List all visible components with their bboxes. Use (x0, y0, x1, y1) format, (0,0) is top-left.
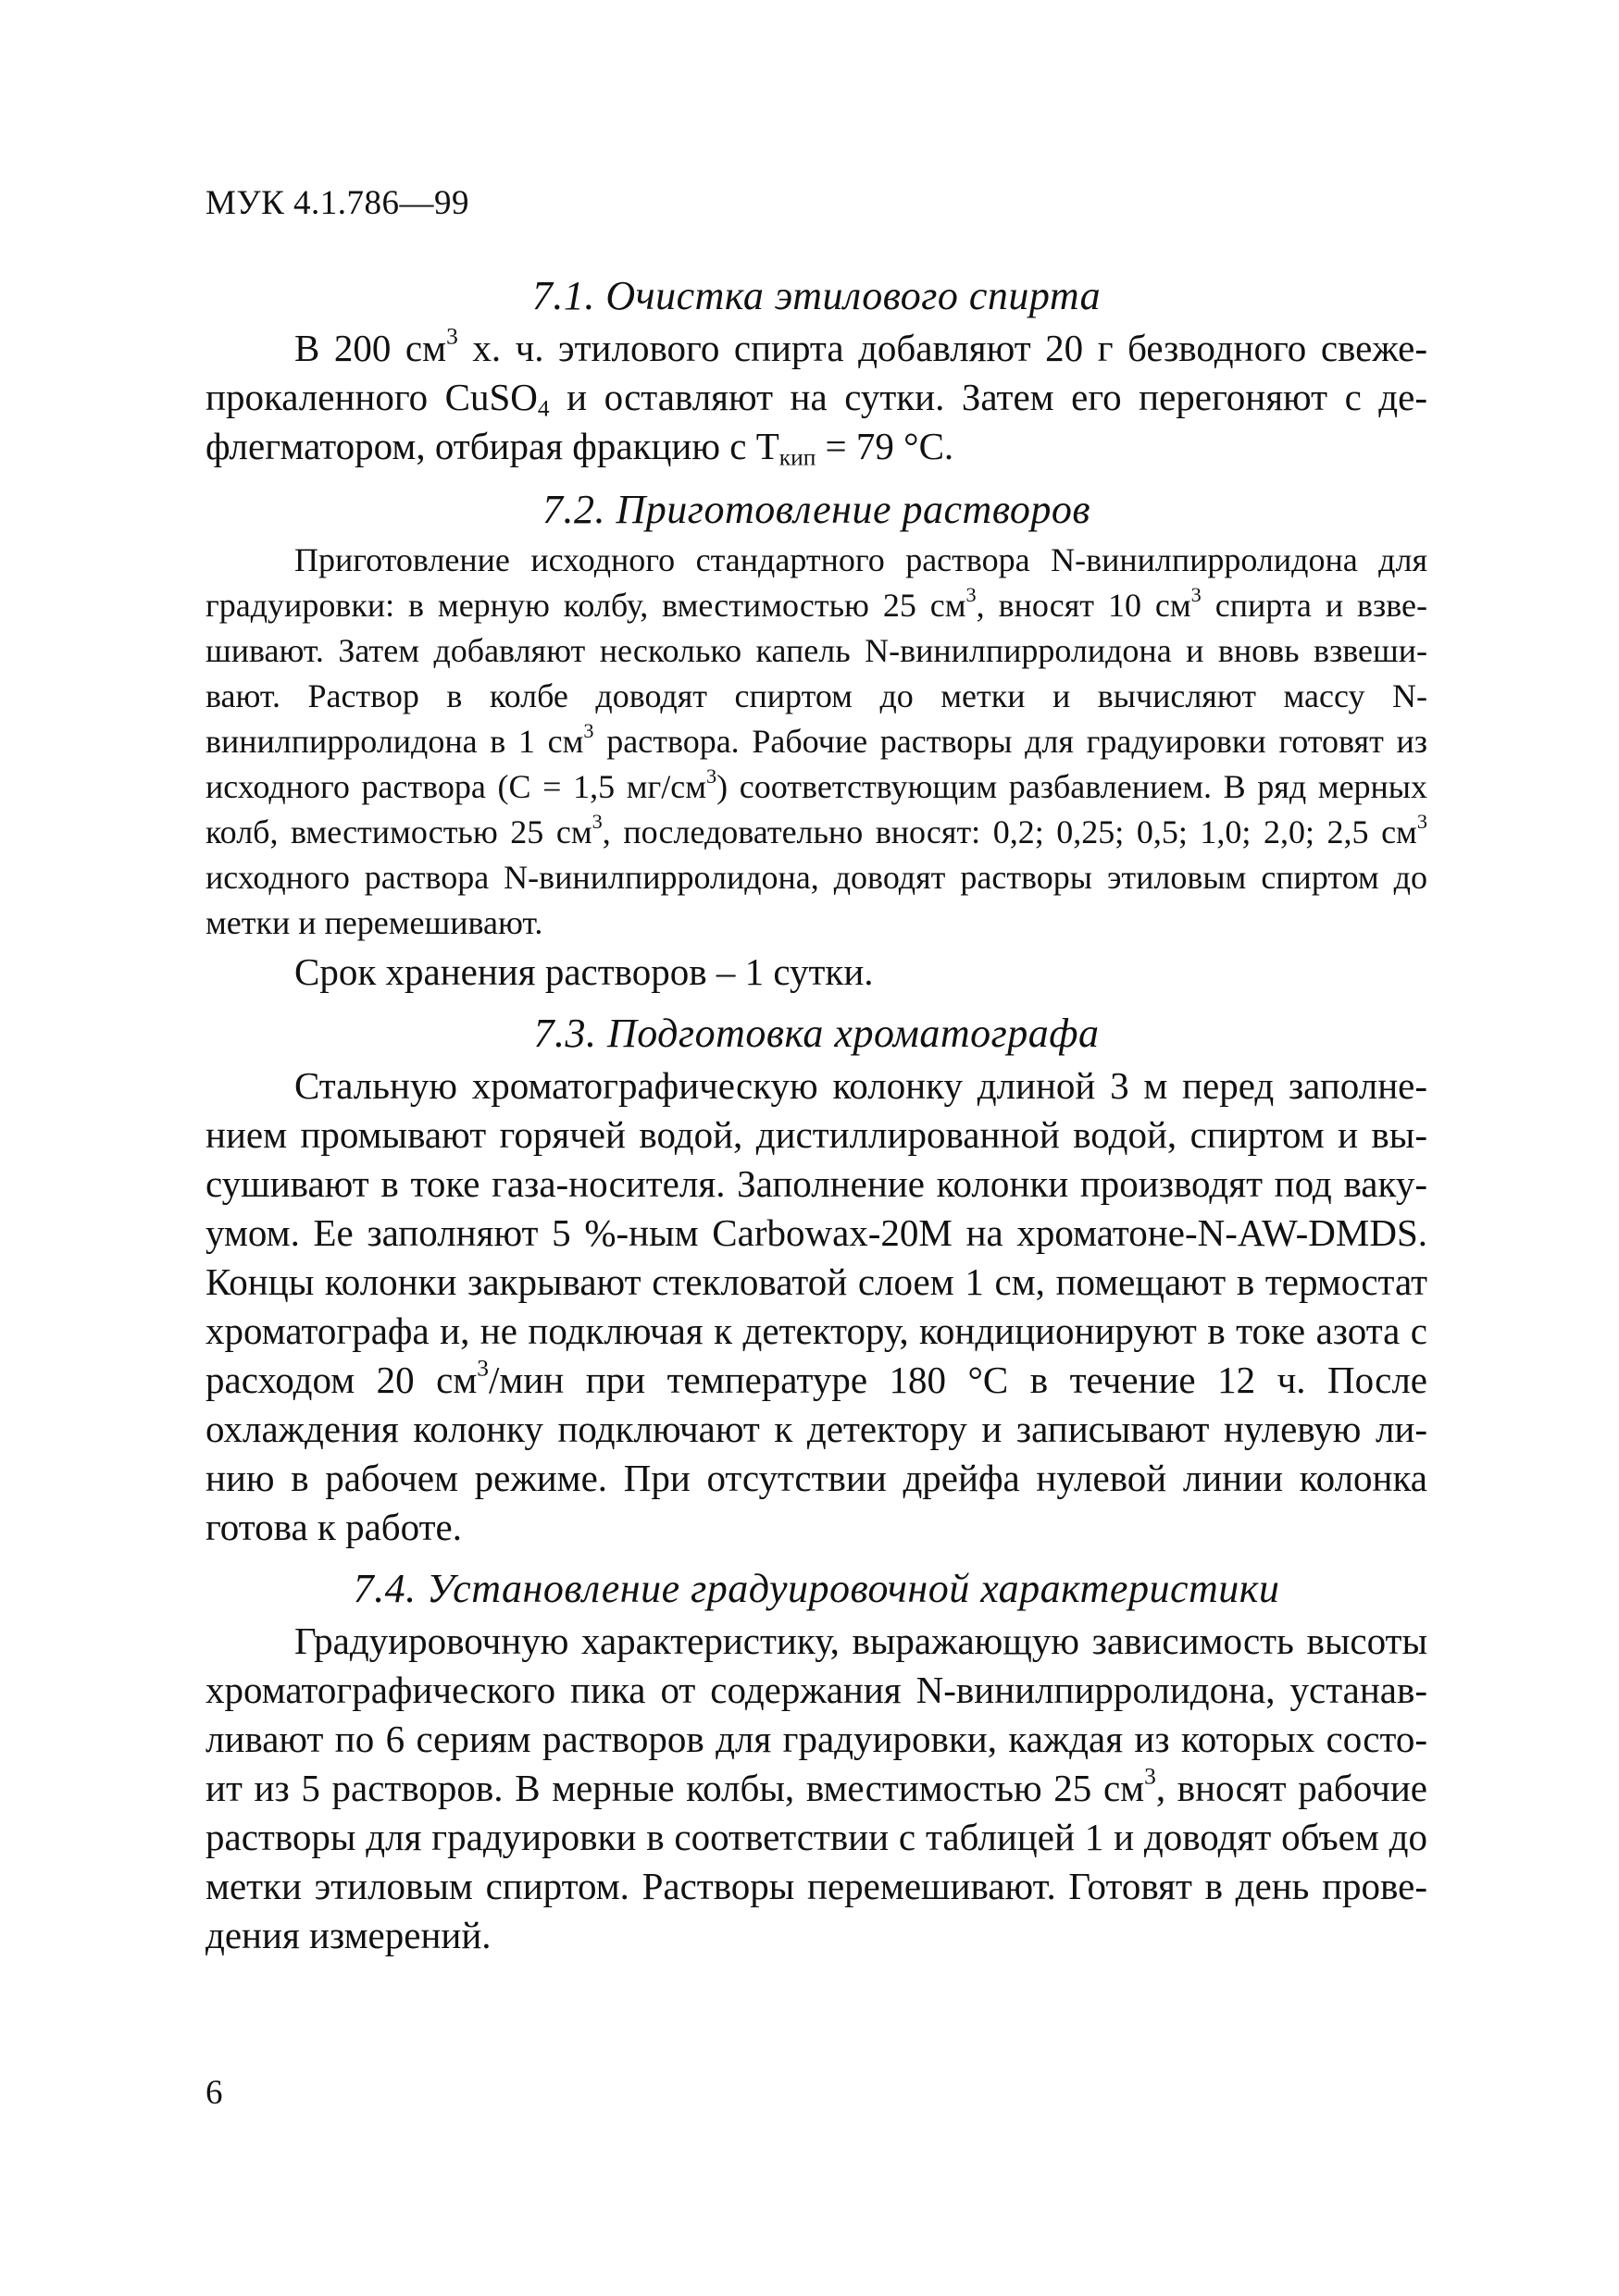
text-fragment: Градуировочную характеристику, выражающую зависимость высоты хроматографического пика от содержания N-винилпирролидона, устанавливают по 6 сериям растворов для градуировки, каждая из которых состоит из 5 растворов. В мерные колбы, вместимостью 25 см (205, 1620, 1427, 1809)
superscript: 3 (1416, 809, 1427, 833)
text-fragment: ) соответствующим разбавлением. В ряд мерных колб, вместимостью 25 см (205, 768, 1427, 850)
section-title-7-1: 7.1. Очистка этилового спирта (531, 273, 1102, 318)
superscript: 3 (965, 582, 977, 606)
paragraph-chromatograph-preparation (205, 1061, 1427, 1552)
text-fragment: спирта и взвешивают. Затем добавляют несколько капель N-винилпирролидона и вновь взвешивают. Раствор в колбе доводят спиртом до метки и вычисляют массу N-винилпирролидона в 1 см (205, 587, 1427, 760)
superscript: 3 (477, 1355, 489, 1382)
section-title-7-2: 7.2. Приготовление растворов (542, 487, 1090, 532)
superscript: 3 (706, 763, 717, 788)
document-code: МУК 4.1.786—99 (205, 184, 470, 222)
text-fragment: исходного раствора N-винилпирролидона, доводят растворы этиловым спиртом до метки и перемешивают. (205, 859, 1427, 941)
text-fragment: /мин при температуре 180 °С в течение 12 ч. После охлаждения колонку подключают к детектору и записывают нулевую линию в рабочем режиме. При отсутствии дрейфа нулевой линии колонка готова к работе. (205, 1359, 1428, 1548)
superscript: 3 (592, 809, 603, 833)
paragraph-ethanol-purification (205, 324, 1427, 471)
page-number: 6 (205, 2074, 223, 2112)
text-fragment: и оставляют на сутки. Затем его перегоняют с дефлегматором, отбирая фракцию с Т (205, 376, 1427, 467)
text-fragment: Стальную хроматографическую колонку длиной 3 м перед заполнением промывают горячей водой, дистиллированной водой, спиртом и высушивают в токе газа-носителя. Заполнение колонки производят под вакуумом. Ее заполняют 5 %-ным Carbowax-20M на хроматоне-N-AW-DMDS. Концы колонки закрывают стекловатой слоем 1 см, помещают в термостат хроматографа и, не подключая к детектору, кондиционируют в токе азота с расходом 20 см (205, 1064, 1427, 1401)
superscript: 3 (1144, 1763, 1156, 1790)
text-fragment: , вносят 10 см (976, 587, 1191, 624)
paragraph-solution-preparation (205, 538, 1427, 946)
section-title-7-3: 7.3. Подготовка хроматографа (533, 1011, 1100, 1056)
text-fragment: = 79 °С. (816, 425, 954, 467)
superscript: 3 (446, 323, 458, 350)
text-fragment: , последовательно вносят: 0,2; 0,25; 0,5; 1,0; 2,0; 2,5 см (602, 813, 1417, 850)
paragraph-calibration (205, 1617, 1427, 1960)
superscript: 3 (583, 718, 594, 742)
text-fragment: Приготовление исходного стандартного раствора N-винилпирролидона для градуировки: в мерную колбу, вместимостью 25 см (205, 541, 1427, 624)
superscript: 3 (1190, 582, 1202, 606)
text-fragment: Срок хранения растворов – 1 сутки. (294, 950, 874, 993)
text-fragment: , вносят рабочие растворы для градуировки в соответствии с таблицей 1 и доводят объем до метки этиловым спиртом. Растворы перемешивают. Готовят в день проведения измерений. (205, 1767, 1427, 1956)
subscript: 4 (537, 395, 550, 422)
text-fragment: раствора. Рабочие растворы для градуировки готовят из исходного раствора (С = 1,5 мг/см (205, 723, 1428, 805)
section-title-7-4: 7.4. Установление градуировочной характеристики (353, 1566, 1280, 1611)
text-fragment: х. ч. этилового спирта добавляют 20 г безводного свежепрокаленного CuSO (205, 327, 1427, 418)
paragraph-storage-term (205, 948, 1427, 997)
text-fragment: В 200 см (294, 327, 447, 369)
document-body (205, 268, 1427, 1960)
subscript: кип (778, 444, 816, 471)
